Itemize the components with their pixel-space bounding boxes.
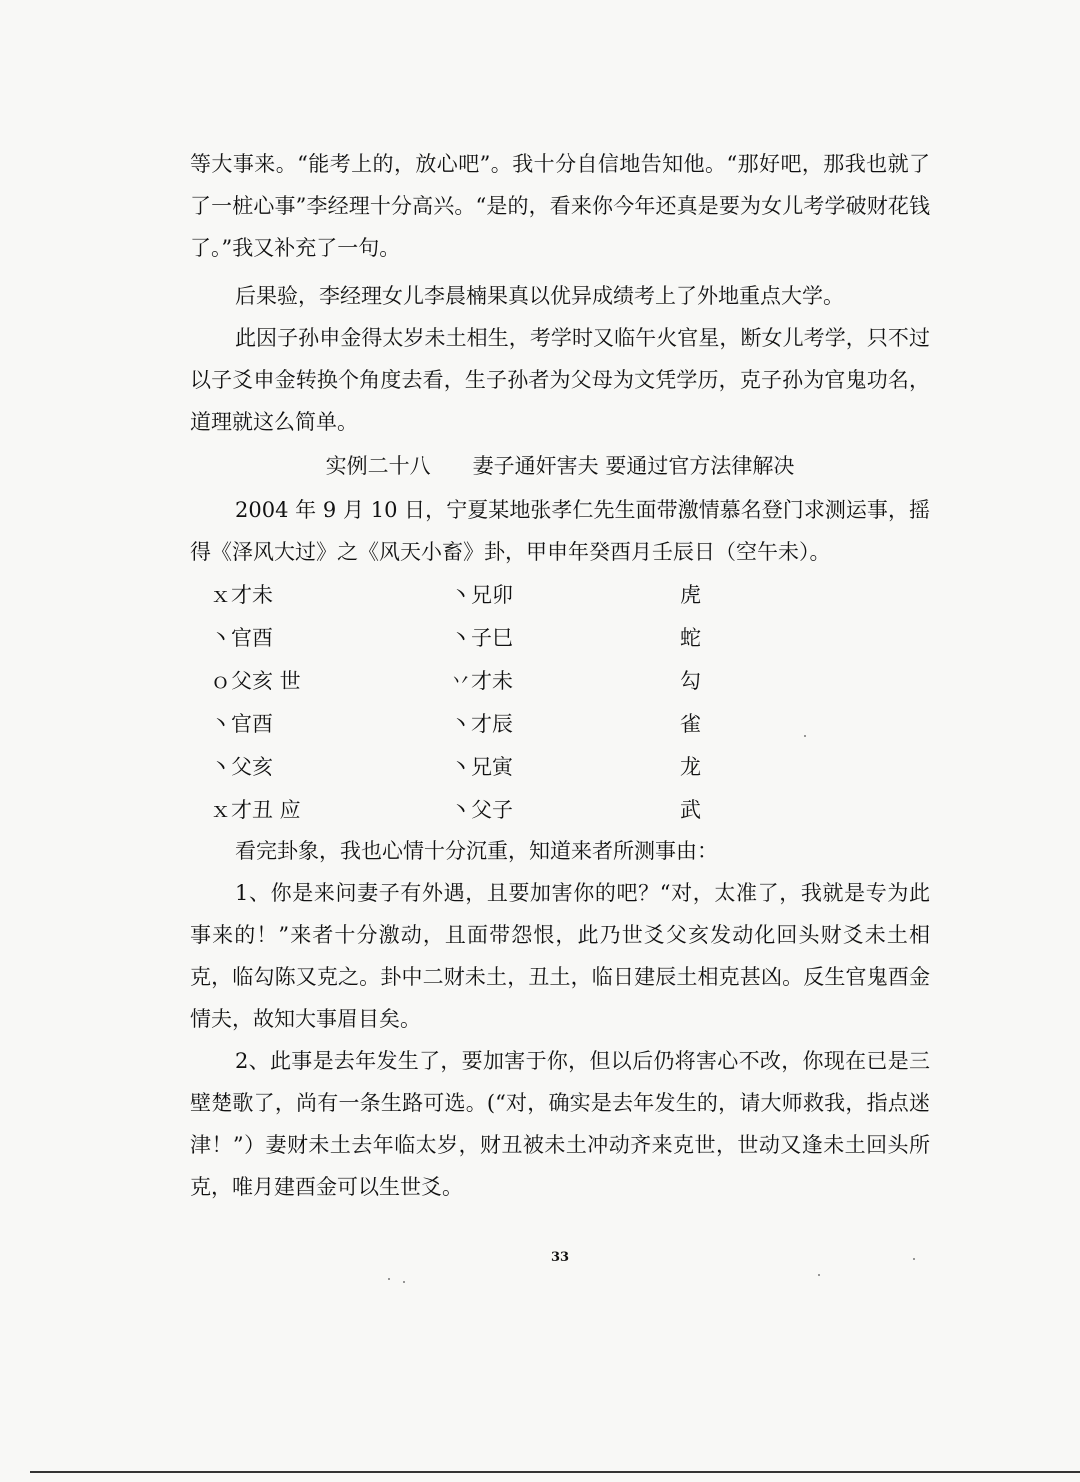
main-line: 丶官酉: [210, 626, 273, 650]
hexagram-row: [210, 660, 750, 703]
analysis-intro: 看完卦象，我也心情十分沉重，知道来者所测事由：: [235, 839, 718, 863]
scan-speck: [913, 1258, 915, 1260]
scan-speck: [388, 1278, 390, 1280]
six-spirit: 勾: [680, 669, 701, 693]
six-spirit: 蛇: [680, 626, 701, 650]
main-line: ｏ父亥 世: [210, 669, 301, 693]
analysis-point-1: 1、你是来问妻子有外遇，且要加害你的吧？“对，太准了，我就是专为此事来的！”来者十分激动，且面带怨恨，此乃世爻父亥发动化回头财爻未土相克，临勾陈又克之。卦中二财未土，丑土，临日建辰土相克甚凶。反生官鬼酉金情夫，故知大事眉目矣。: [190, 881, 930, 1031]
hexagram-row: [210, 746, 750, 789]
paragraph-explanation: 此因子孙申金得太岁未土相生，考学时又临午火官星，断女儿考学，只不过以子爻申金转换个角度去看，生子孙者为父母为文凭学历，克子孙为官鬼功名，道理就这么简单。: [190, 326, 930, 434]
scan-speck: [403, 1281, 405, 1283]
hexagram-table: [210, 574, 750, 832]
paragraph-continuation: 等大事来。“能考上的，放心吧”。我十分自信地告知他。“那好吧，那我也就了了一桩心事”李经理十分高兴。“是的，看来你今年还真是要为女儿考学破财花钱了。”我又补充了一句。: [190, 152, 930, 260]
six-spirit: 龙: [680, 755, 701, 779]
hexagram-row: [210, 703, 750, 746]
changed-line: 丶兄寅: [450, 755, 513, 779]
scan-speck: [804, 735, 806, 737]
changed-line: 丶兄卯: [450, 583, 513, 607]
main-line: ｘ才丑 应: [210, 798, 301, 822]
changed-line: 丷才未: [450, 669, 513, 693]
six-spirit: 虎: [680, 583, 701, 607]
changed-line: 丶才辰: [450, 712, 513, 736]
scan-edge-line: [30, 1471, 1080, 1473]
changed-line: 丶子巳: [450, 626, 513, 650]
analysis-point-2: 2、此事是去年发生了，要加害于你，但以后仍将害心不改，你现在已是三壁楚歌了，尚有一条生路可选。(“对，确实是去年发生的，请大师救我，指点迷津！”）妻财未土去年临太岁，财丑被未土冲动齐来克世，世动又逢未土回头所克，唯月建酉金可以生世爻。: [190, 1049, 930, 1199]
hexagram-row: [210, 617, 750, 660]
main-line: 丶官酉: [210, 712, 273, 736]
scan-speck: [818, 1274, 820, 1276]
main-line: ｘ才未: [210, 583, 273, 607]
paragraph-result: 后果验，李经理女儿李晨楠果真以优异成绩考上了外地重点大学。: [235, 284, 844, 308]
page-number: 33: [550, 1250, 570, 1265]
main-line: 丶父亥: [210, 755, 273, 779]
six-spirit: 雀: [680, 712, 701, 736]
hexagram-row: [210, 789, 750, 832]
changed-line: 丶父子: [450, 798, 513, 822]
six-spirit: 武: [680, 798, 701, 822]
case-intro: 2004 年 9 月 10 日，宁夏某地张孝仁先生面带激情慕名登门求测运事，摇得《泽风大过》之《风天小畜》卦，甲申年癸酉月壬辰日（空午未）。: [190, 498, 930, 564]
case-heading: 实例二十八 妻子通奸害夫 要通过官方法律解决: [325, 454, 795, 478]
hexagram-row: [210, 574, 750, 617]
